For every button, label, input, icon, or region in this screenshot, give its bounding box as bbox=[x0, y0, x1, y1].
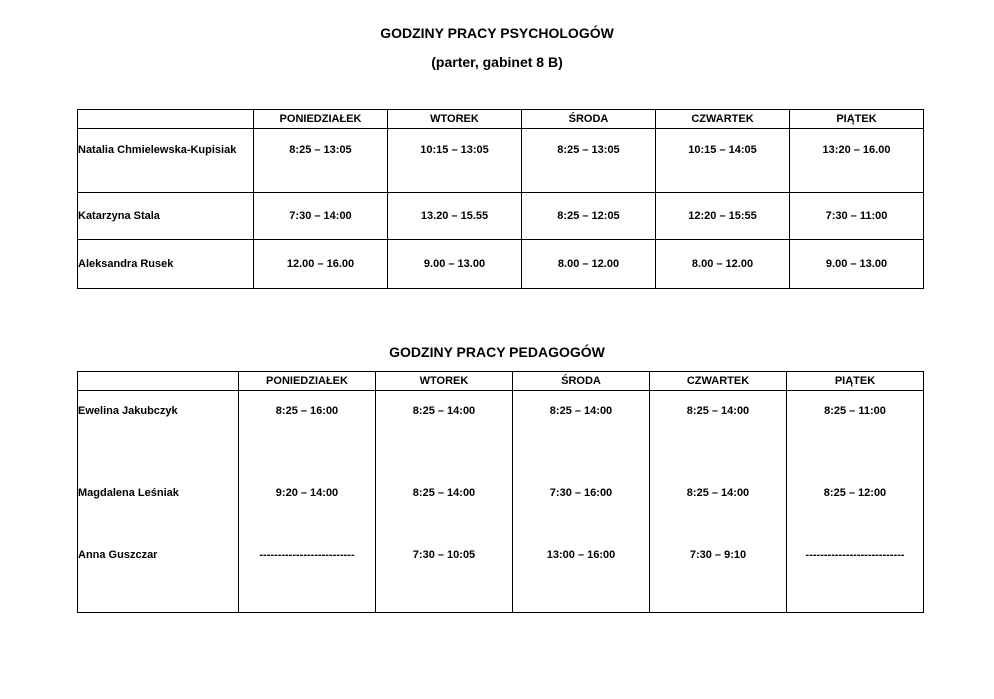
table-row bbox=[78, 391, 924, 473]
hours-cell: 8.00 – 12.00 bbox=[656, 240, 790, 289]
table-header-row bbox=[78, 372, 924, 391]
hours-cell: 8:25 – 11:00 bbox=[787, 391, 924, 473]
hours-cell: 13.20 – 15.55 bbox=[388, 193, 522, 240]
employee-name-cell: Katarzyna Stala bbox=[78, 193, 254, 240]
day-header-thursday: CZWARTEK bbox=[656, 110, 790, 129]
day-header-monday: PONIEDZIAŁEK bbox=[239, 372, 376, 391]
hours-cell: 8:25 – 14:00 bbox=[650, 391, 787, 473]
hours-cell: 10:15 – 14:05 bbox=[656, 129, 790, 193]
day-header-friday: PIĄTEK bbox=[790, 110, 924, 129]
hours-cell: 8.00 – 12.00 bbox=[522, 240, 656, 289]
hours-cell: 9:20 – 14:00 bbox=[239, 473, 376, 535]
page-title: GODZINY PRACY PSYCHOLOGÓW bbox=[380, 25, 614, 41]
table-row bbox=[78, 129, 924, 193]
employee-name-cell: Magdalena Leśniak bbox=[78, 473, 239, 535]
hours-cell: 13:20 – 16.00 bbox=[790, 129, 924, 193]
hours-cell: 8:25 – 13:05 bbox=[254, 129, 388, 193]
day-header-tuesday: WTOREK bbox=[388, 110, 522, 129]
hours-cell: 10:15 – 13:05 bbox=[388, 129, 522, 193]
hours-cell: 9.00 – 13.00 bbox=[388, 240, 522, 289]
table-row bbox=[78, 473, 924, 535]
hours-cell: 12.00 – 16.00 bbox=[254, 240, 388, 289]
employee-name-cell: Aleksandra Rusek bbox=[78, 240, 254, 289]
corner-header-cell bbox=[78, 110, 254, 129]
hours-cell: 8:25 – 14:00 bbox=[376, 391, 513, 473]
day-header-monday: PONIEDZIAŁEK bbox=[254, 110, 388, 129]
hours-cell: 8:25 – 14:00 bbox=[376, 473, 513, 535]
hours-cell: 8:25 – 12:00 bbox=[787, 473, 924, 535]
table-header-row bbox=[78, 110, 924, 129]
employee-name-cell: Ewelina Jakubczyk bbox=[78, 391, 239, 473]
hours-cell: 8:25 – 14:00 bbox=[513, 391, 650, 473]
employee-name-cell: Natalia Chmielewska-Kupisiak bbox=[78, 129, 254, 193]
table-row bbox=[78, 240, 924, 289]
page-subtitle: (parter, gabinet 8 B) bbox=[431, 54, 563, 70]
psychologists-table bbox=[77, 109, 924, 289]
hours-cell: 7:30 – 11:00 bbox=[790, 193, 924, 240]
hours-cell: 13:00 – 16:00 bbox=[513, 535, 650, 613]
hours-cell: 8:25 – 14:00 bbox=[650, 473, 787, 535]
no-hours-dashes: --------------------------- bbox=[787, 535, 924, 613]
section-title-pedagogues: GODZINY PRACY PEDAGOGÓW bbox=[389, 344, 605, 360]
table-row bbox=[78, 535, 924, 613]
hours-cell: 8:25 – 16:00 bbox=[239, 391, 376, 473]
day-header-thursday: CZWARTEK bbox=[650, 372, 787, 391]
hours-cell: 7:30 – 10:05 bbox=[376, 535, 513, 613]
hours-cell: 12:20 – 15:55 bbox=[656, 193, 790, 240]
hours-cell: 8:25 – 12:05 bbox=[522, 193, 656, 240]
day-header-friday: PIĄTEK bbox=[787, 372, 924, 391]
day-header-tuesday: WTOREK bbox=[376, 372, 513, 391]
table-row bbox=[78, 193, 924, 240]
corner-header-cell bbox=[78, 372, 239, 391]
hours-cell: 8:25 – 13:05 bbox=[522, 129, 656, 193]
employee-name-cell: Anna Guszczar bbox=[78, 535, 239, 613]
hours-cell: 7:30 – 9:10 bbox=[650, 535, 787, 613]
hours-cell: 7:30 – 14:00 bbox=[254, 193, 388, 240]
day-header-wednesday: ŚRODA bbox=[522, 110, 656, 129]
hours-cell: 9.00 – 13.00 bbox=[790, 240, 924, 289]
hours-cell: 7:30 – 16:00 bbox=[513, 473, 650, 535]
pedagogues-table bbox=[77, 371, 924, 613]
day-header-wednesday: ŚRODA bbox=[513, 372, 650, 391]
no-hours-dashes: -------------------------- bbox=[239, 535, 376, 613]
